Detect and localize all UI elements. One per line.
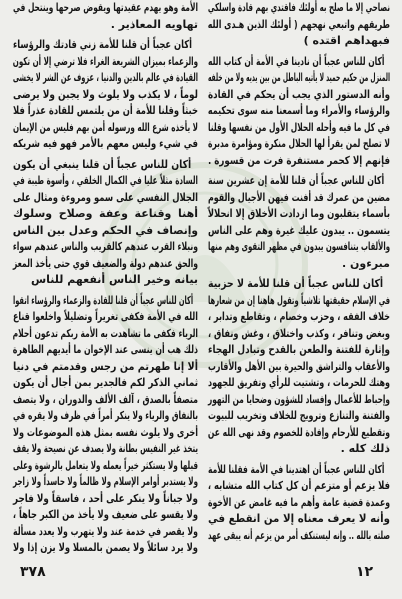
paragraph [208,462,390,545]
text-line: ذلك هب أن ينسى عند الإخوان ما أيديهم الطاهرة [12,343,198,356]
text-line: والرؤساء والأمراء وما أسمعنا منه سوى تحكيمه [207,104,390,117]
text-line: ولا يقسو على ضعيف ولا يأخذ من الكبر جاهاً ، [12,508,199,521]
text-line: صلته بالله .. وإنه ليستنكف أمر من يزعم أنه يبقى عهد [208,528,390,542]
text-line: قبلها ولا يستكثر خيراً يعمله ولا يتعامل بالرشوة وعلى [13,458,198,472]
text-line: أهنا وقناعة وعفة وصلاح وسلوك [13,207,198,220]
text-line: ولا يرد سائلاً ولا يصمن بالمسلا ولا يزن إذا ولا [13,541,198,554]
text-line: بأسماء يتقلبون وما ازدادت الأخلاق إلا انحلالاً [207,207,390,220]
text-line: ثماني الذكر لكم فالجدير بمن أجال أن يكون [13,376,198,389]
text-line: أكان للناس عجباً أن قلنا للقادة والزعماء والرؤساء اتقوا [13,293,194,307]
text-line: في شيء وليس معهم بالأمر فهو فيه شريكه [12,137,198,150]
text-line: الأمة وهو يهدم عقيدتها ويقوض صرحها وينتحل في [13,1,198,14]
text-line: والألقاب يتنافسون يبدون في مظهر التقوى وهم منها [208,240,390,253]
page-number-right: ١٢ [356,564,374,580]
text-line: لا تصلح لمن يقرأ لها الحلال منكرة ومؤامرة مدبرة [208,137,390,150]
text-line: الجلال النفسي على سمو ومروءة ومثال على [13,190,198,204]
text-line: وعمدة قضية عامة وأهم ما فيه غامض عن الأخوة [208,495,390,509]
text-line: متصفاً بالصدق ، آلف الألف والدوران ، ولا يتصف [13,392,198,406]
text-line: مبرءون . [341,256,390,270]
text-line: والحق عندهم دولة والضعيف قوي حتى يأخذ المعز [12,256,199,270]
text-line: يتسمون .. يبدون عليك غيرة وهم على الناس [208,223,390,237]
text-line: وأنه الدستور الذي يجب أن يحكم في القادة [208,87,390,101]
text-line: الرياء فكفى ما تشاهدت به الأمة ربكم تدعون أحلام [12,326,198,340]
text-line: أكان للناس عجباً أن نادينا في الأمة أن كتاب الله [208,54,385,68]
text-line: ولا يقصر في خدمة عند ولا يتهرب ولا يعدد مسألة [13,524,198,538]
text-line: وإحباط للأعمال وإفساد للشؤون وضحايا من التهور [208,392,390,406]
text-line: طريقهم واتبعي نهجهم ( أولئك الذين هـدى الله [207,17,390,31]
text-line: لا يأخذه شرع الله ورسوله أمن بهم فليس من الإيمان [13,120,198,134]
text-line: أكان للناس عجباً أن اهتدينا في الأمة فقلنا للأمة [208,462,385,476]
text-line: فإنهم إلا كحمر مستنفرة فرت من قسورة . [207,153,390,167]
text-line: بيانه وخير الناس أنفعهم للناس [30,273,198,286]
text-line: القيادة في عالم بالدين والدنيا ، عزوف عن الشر لا يخشى [12,71,198,84]
paragraph [208,173,390,272]
text-line: ونبلاء القرب عندهم كالقريب والناس عندهم سواء [12,240,198,253]
text-line: بالنفاق والرياء ولا ينكر أمراً في ظرف ولا يقره في [13,409,198,422]
text-line: خلاف الفقه ، وحزب وخصام ، وتقاطع وتدابر ، [207,310,390,323]
text-line: يتخذ غير النفيس بطانة ولا يصدف عن نصيحة ولا يقف [12,442,199,455]
text-line: خبثاً وقلنا للأمة أن من يلتمس للقادة عذراً فلا [12,104,198,117]
text-line: أكان للناس عجباً أن قلنا للأمة لا حزبية [208,277,384,290]
right-column [208,0,390,544]
text-line: في الإسلام حقيقتها تلاشياً وتقول هاهنا إن من شعارها [208,293,390,307]
text-line: فبهداهم اقتده ) [303,34,390,47]
text-line: وإثارة للفتنة والطعن بالقدح وتبادل الهجاء [208,343,390,356]
text-line: أكان للناس عجباً أن قلنا ينبغي أن يكون [13,157,192,171]
paragraph [208,54,390,170]
text-line: أكان عجباً أن قلنا للأمة زني قادتك والرؤساء [13,38,192,51]
paragraph [208,0,390,50]
text-line: نصاحي إلا ما صلح به أولئك فاقتدي بهم قادة واسلكي [207,1,390,14]
text-line: ولا جباناً ولا ينكر على أحد ، فاسقاً ولا فاجر [13,491,198,505]
text-line: ولا يستدبر أوامر الإسلام ولا ظالماً ولا حاسداً ولا زاجر [13,475,198,488]
paragraph [13,157,198,289]
text-line: الله في الأمة فكفى تغريراً وتضليلاً واخلعوا قناع [13,310,198,323]
text-line: أخرى ولا يلوث نفسه بمثل هذه الموضوعات ولا [13,425,198,439]
text-line: تهاويه المعاذير . [110,17,198,31]
text-line: وإنصاف في الحكم وعدل بين الناس [12,223,199,237]
text-line: لوماً ، لا يكذب ولا يلوث ولا يجبن ولا يرضى [13,87,198,101]
page-number-left: ٣٧٨ [20,564,46,580]
text-line: ألا إنا طهرتم من رجس وقدمتم في دنيا [13,359,198,373]
text-line: وأنه لا يعرف معناه إلا من انقطع في [208,512,390,525]
paragraph [13,293,198,557]
text-line: في كل ما فيه وأحله الحلال الأول من نفسها وقلنا [208,120,390,134]
text-line: والفتنة والتنازع وترويج للخلاف وتخريب للبيوت [208,409,390,422]
text-line: والأعقاب والتراشق والحيرة بين الأهل والأقارب [207,359,390,373]
left-column [13,0,198,557]
text-line: مضين من عمرك قد أفنت فيهن الأجيال والقوم [208,190,390,204]
paragraph [13,37,198,153]
text-line: وبغض وتنافر ، وكذب واختلاق ، وغش ونفاق ، [208,326,390,340]
text-line: والزعماء بميزان الشريعة الغراء فلا ترضي إلا أن تكون [12,54,198,68]
text-line: السادة مثلاً عليا في الكمال الخلقي ، وأسوة طيبة في [13,174,198,187]
text-line: أكان للناس عجباً أن قلنا للأمة إن عشرين سنة [208,174,385,187]
text-line: وتقطيع للأرحام وإفادة للخصوم وقد نهى الله عن [207,425,390,439]
text-line: وهتك للحرمات ، وتشتيت للرأي وتفريق للجهود [208,376,390,389]
text-line: المنزل من حكيم حميد لا يأتيه الباطل من بين يديه ولا من خلفه [207,71,390,84]
text-line: فلا يزعم أو متزعم أن كل كتاب الله متشابه ، [207,479,390,492]
paragraph [208,276,390,458]
paragraph [13,0,198,33]
text-line: ذلك كله . [340,442,390,455]
